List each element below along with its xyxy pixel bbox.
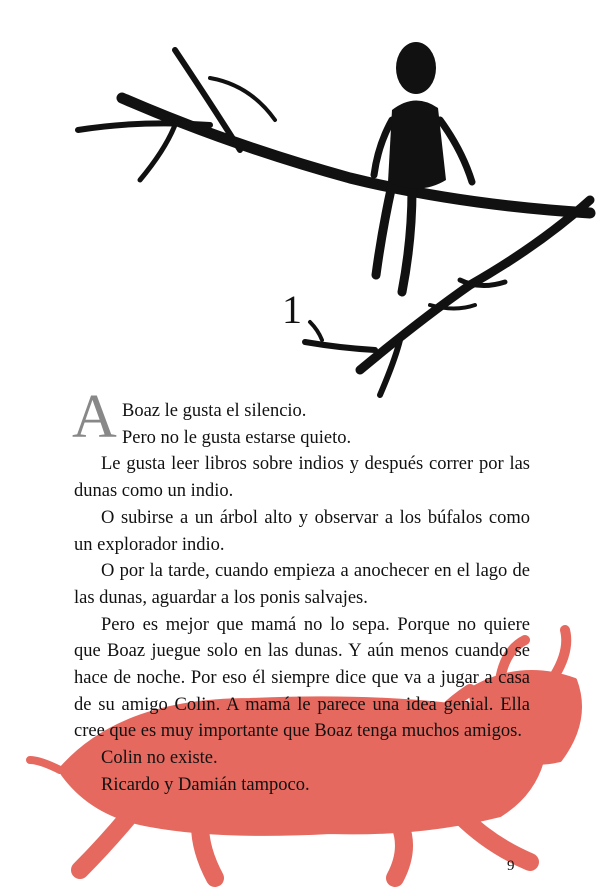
paragraph: O subirse a un árbol alto y observar a los búfalos como un explorador indio. <box>74 507 530 555</box>
story-text <box>74 398 530 799</box>
paragraph: Le gusta leer libros sobre indios y después correr por las dunas como un indio. <box>74 454 530 502</box>
chapter-number: 1 <box>282 287 302 332</box>
drop-cap: A <box>72 383 117 451</box>
paragraph: Boaz le gusta el silencio. <box>122 401 307 421</box>
paragraph: Pero es mejor que mamá no lo sepa. Porque no quiere que Boaz juegue solo en las dunas. Y aún menos cuando se hace de noche. Por eso él siempre dice que va a jugar a casa de su amigo Colin. A mamá le parece una idea genial. Ella cree que es muy importante que Boaz tenga muchos amigos. <box>74 614 530 742</box>
paragraph: Colin no existe. <box>101 748 218 769</box>
paragraph: Pero no le gusta estarse quieto. <box>122 427 352 448</box>
paragraph: Ricardo y Damián tampoco. <box>101 774 310 795</box>
boy-on-branch-illustration <box>0 0 600 400</box>
paragraph: O por la tarde, cuando empieza a anochecer en el lago de las dunas, aguardar a los ponis salvajes. <box>74 561 530 608</box>
page-number: 9 <box>507 858 515 874</box>
